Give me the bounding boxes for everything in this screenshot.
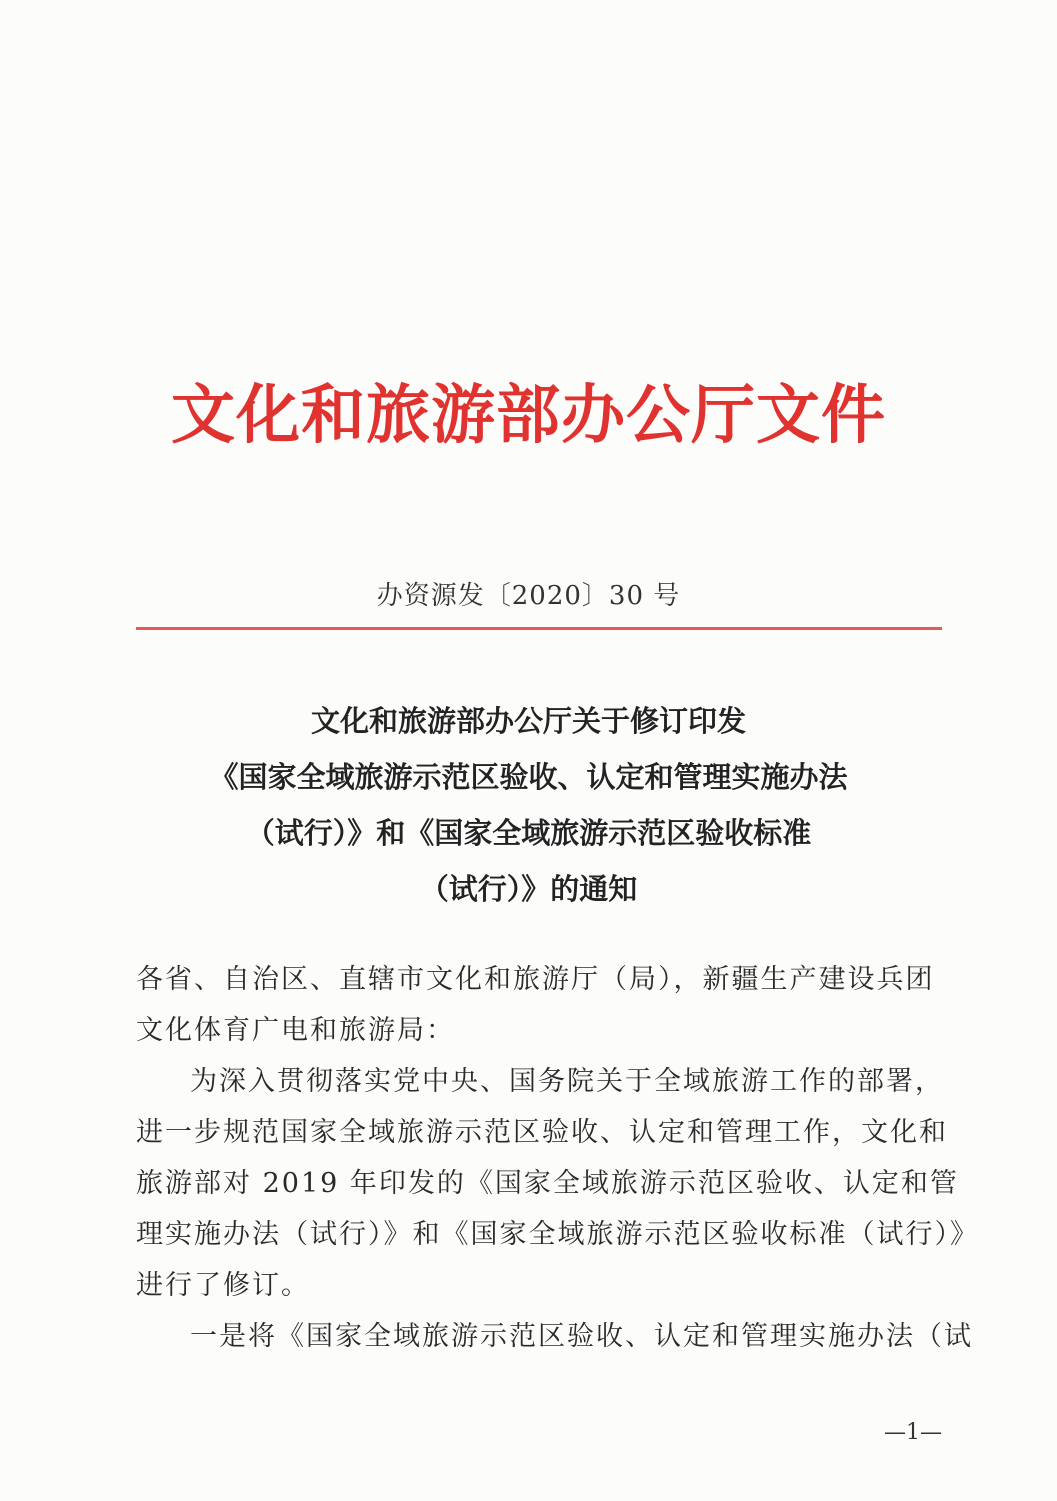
red-separator-rule xyxy=(136,627,942,630)
paragraph-1-line-2: 进一步规范国家全域旅游示范区验收、认定和管理工作，文化和 xyxy=(136,1117,948,1148)
paragraph-2-line-1: 一是将《国家全域旅游示范区验收、认定和管理实施办法（试 xyxy=(190,1321,973,1352)
paragraph-1-line-1: 为深入贯彻落实党中央、国务院关于全域旅游工作的部署， xyxy=(190,1066,944,1097)
title-line-1: 文化和旅游部办公厅关于修订印发 xyxy=(310,704,746,738)
addressee-line-2: 文化体育广电和旅游局： xyxy=(136,1015,455,1046)
paragraph-1-line-4: 理实施办法（试行）》和《国家全域旅游示范区验收标准（试行）》 xyxy=(136,1219,979,1250)
document-masthead: 文化和旅游部办公厅文件 xyxy=(171,378,886,453)
page-number: —1— xyxy=(884,1420,942,1445)
notice-title xyxy=(0,693,1057,917)
title-line-3: （试行）》和《国家全域旅游示范区验收标准 xyxy=(245,816,812,850)
title-line-2: 《国家全域旅游示范区验收、认定和管理实施办法 xyxy=(209,760,848,794)
body-text xyxy=(136,954,979,1362)
paragraph-1-line-5: 进行了修订。 xyxy=(136,1270,310,1301)
document-number: 办资源发〔2020〕30 号 xyxy=(376,581,681,611)
title-line-4: （试行）》的通知 xyxy=(419,872,638,906)
addressee-line-1: 各省、自治区、直辖市文化和旅游厅（局），新疆生产建设兵团 xyxy=(136,964,935,995)
paragraph-1-line-3: 旅游部对 2019 年印发的《国家全域旅游示范区验收、认定和管 xyxy=(136,1168,959,1199)
